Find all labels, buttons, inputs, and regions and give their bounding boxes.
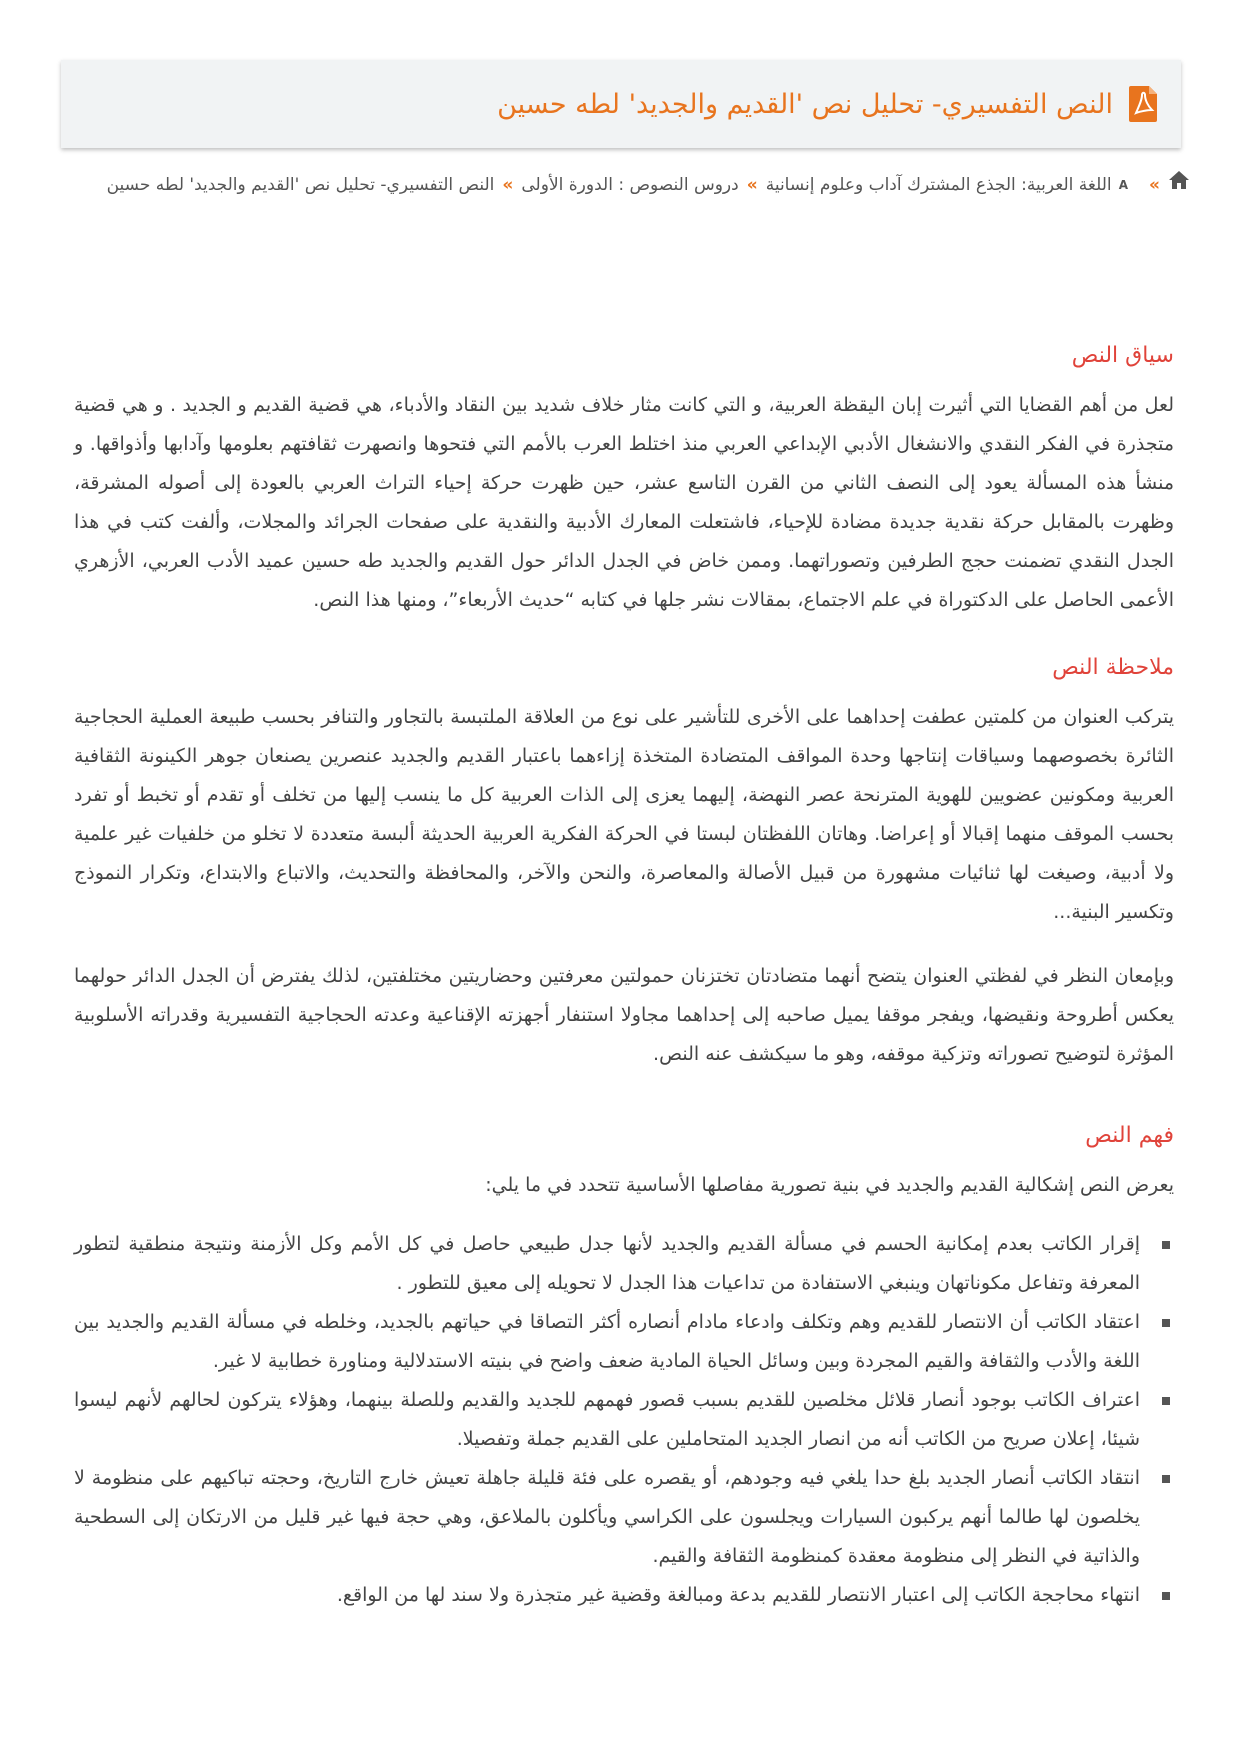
list-item (74, 1225, 1174, 1303)
bullet-icon (1162, 1397, 1170, 1405)
bullet-icon (1162, 1475, 1170, 1483)
home-icon[interactable] (1168, 168, 1190, 202)
section-heading: سياق النص (1071, 343, 1174, 368)
section-understanding (74, 1118, 1174, 1615)
bullet-icon (1162, 1241, 1170, 1249)
paragraph: يتركب العنوان من كلمتين عطفت إحداهما على الأخرى للتأشير على نوع من العلاقة الملتبسة بالتجاور والتنافر بحسب طبيعة العملية الحجاجية الثائرة بخصوصهما وسياقات إنتاجها وحدة المواقف المتضادة المتخذة إزاءهما باعتبار القديم والجديد عنصرين يصنعان جوهر الكينونة الثقافية العربية ومكونين عضويين للهوية المترنحة عصر النهضة، إليهما يعزى إلى الذات العربية كل ما ينسب إليها من تخلف أو تقدم أو تخبط أو تفرد بحسب الموقف منهما إقبالا أو إعراضا. وهاتان اللفظتان لبستا في الحركة الفكرية العربية الحديثة ألبسة متعددة لا تخلو من خلفيات غير علمية ولا أدبية، وصيغت لها ثنائيات مشهورة من قبيل الأصالة والمعاصرة، والنحن والآخر، والمحافظة والتحديث، والاتباع والابتداع، وتكرار النموذج وتكسير البنية... (74, 706, 1174, 923)
breadcrumb-separator: » (746, 175, 758, 195)
section-heading: فهم النص (1085, 1123, 1174, 1148)
translate-icon (1117, 168, 1141, 202)
list-item-text: انتهاء محاججة الكاتب إلى اعتبار الانتصار للقديم بدعة ومبالغة وقضية غير متجذرة ولا سند لها من الواقع. (336, 1584, 1140, 1606)
list-item-text: انتقاد الكاتب أنصار الجديد بلغ حدا يلغي فيه وجودهم، أو يقصره على فئة قليلة جاهلة تعيش خارج التاريخ، وحجته تباكيهم على منظومة لا يخلصون لها طالما أنهم يركبون السيارات ويجلسون على الكراسي ويأكلون بالملاعق، وهي حجة فيها غير قليل من الارتكان إلى السطحية والذاتية في النظر إلى منظومة معقدة كمنظومة الثقافة والقيم. (74, 1467, 1140, 1567)
svg-text:A: A (1118, 178, 1129, 190)
page-title: النص التفسيري- تحليل نص 'القديم والجديد' لطه حسين (497, 88, 1113, 120)
section-context (74, 338, 1174, 620)
breadcrumb-item-subject[interactable]: اللغة العربية: الجذع المشترك آداب وعلوم إنسانية (765, 175, 1112, 195)
list-item-text: اعتراف الكاتب بوجود أنصار قلائل مخلصين للقديم بسبب قصور فهمهم للجديد والقديم وللصلة بينهما، وهؤلاء يتركون لحالهم لأنهم ليسوا شيئا، إعلان صريح من الكاتب أنه من انصار الجديد المتحاملين على القديم جملة وتفصيلا. (74, 1389, 1140, 1450)
section-observation (74, 650, 1174, 1074)
list-item (74, 1576, 1174, 1615)
list-item-text: اعتقاد الكاتب أن الانتصار للقديم وهم وتكلف وادعاء مادام أنصاره أكثر التصاقا في حياتهم بالجديد، وخلطه في مسألة القديم والجديد بين اللغة والأدب والثقافة والقيم المجردة وبين وسائل الحياة المادية ضعف واضح في بنيته الاستدلالية ومناورة خطابية لا غير. (74, 1311, 1140, 1372)
bullet-icon (1162, 1592, 1170, 1600)
breadcrumb-item-current: النص التفسيري- تحليل نص 'القديم والجديد' لطه حسين (106, 175, 495, 195)
paragraph: وبإمعان النظر في لفظتي العنوان يتضح أنهما متضادتان تختزنان حمولتين معرفتين وحضاريتين مختلفتين، لذلك يفترض أن الجدل الدائر حولهما يعكس أطروحة ونقيضها، ويفجر موقفا يميل صاحبه إلى إحداهما مجاولا استنفار أجهزته الإقناعية وعدته الحجاجية التفسيرية وقدراته الأسلوبية المؤثرة لتوضيح تصوراته وتزكية موقفه، وهو ما سيكشف عنه النص. (74, 965, 1174, 1065)
breadcrumb-separator: » (1149, 175, 1160, 195)
points-list (74, 1225, 1174, 1615)
section-heading: ملاحظة النص (1052, 655, 1174, 680)
breadcrumb-separator: » (502, 175, 514, 195)
pdf-icon[interactable] (1129, 86, 1159, 122)
list-item (74, 1303, 1174, 1381)
breadcrumb-item-category[interactable]: دروس النصوص : الدورة الأولى (521, 175, 739, 195)
bullet-icon (1162, 1319, 1170, 1327)
paragraph: يعرض النص إشكالية القديم والجديد في بنية تصورية مفاصلها الأساسية تتحدد في ما يلي: (485, 1174, 1174, 1196)
page-header (61, 60, 1181, 148)
breadcrumb (90, 168, 1190, 202)
list-item (74, 1459, 1174, 1576)
paragraph: لعل من أهم القضايا التي أثيرت إبان اليقظة العربية، و التي كانت مثار خلاف شديد بين النقاد والأدباء، هي قضية القديم و الجديد . و هي قضية متجذرة في الفكر النقدي والانشغال الأدبي الإبداعي العربي منذ اختلط العرب بالأمم التي فتحوها وانصهرت ثقافتهم بعلومها وآدابها وأذواقها. و منشأ هذه المسألة يعود إلى النصف الثاني من القرن التاسع عشر، حين ظهرت حركة إحياء التراث العربي بالعودة إلى أصوله المشرقة، وظهرت بالمقابل حركة نقدية جديدة مضادة للإحياء، فاشتعلت المعارك الأدبية والنقدية على صفحات الجرائد والمجلات، وألفت كتب في هذا الجدل النقدي تضمنت حجج الطرفين وتصوراتهما. وممن خاض في الجدل الدائر حول القديم والجديد طه حسين عميد الأدب العربي، الأزهري الأعمى الحاصل على الدكتوراة في علم الاجتماع، بمقالات نشر جلها في كتابه “حديث الأربعاء”، ومنها هذا النص. (74, 394, 1174, 611)
article-content (74, 338, 1174, 1615)
list-item (74, 1381, 1174, 1459)
list-item-text: إقرار الكاتب بعدم إمكانية الحسم في مسألة القديم والجديد لأنها جدل طبيعي حاصل في كل الأمم وكل الأزمنة ونتيجة منطقية لتطور المعرفة وتفاعل مكوناتهان وينبغي الاستفادة من تداعيات هذا الجدل لا تحويله إلى معيق للتطور . (74, 1233, 1140, 1294)
